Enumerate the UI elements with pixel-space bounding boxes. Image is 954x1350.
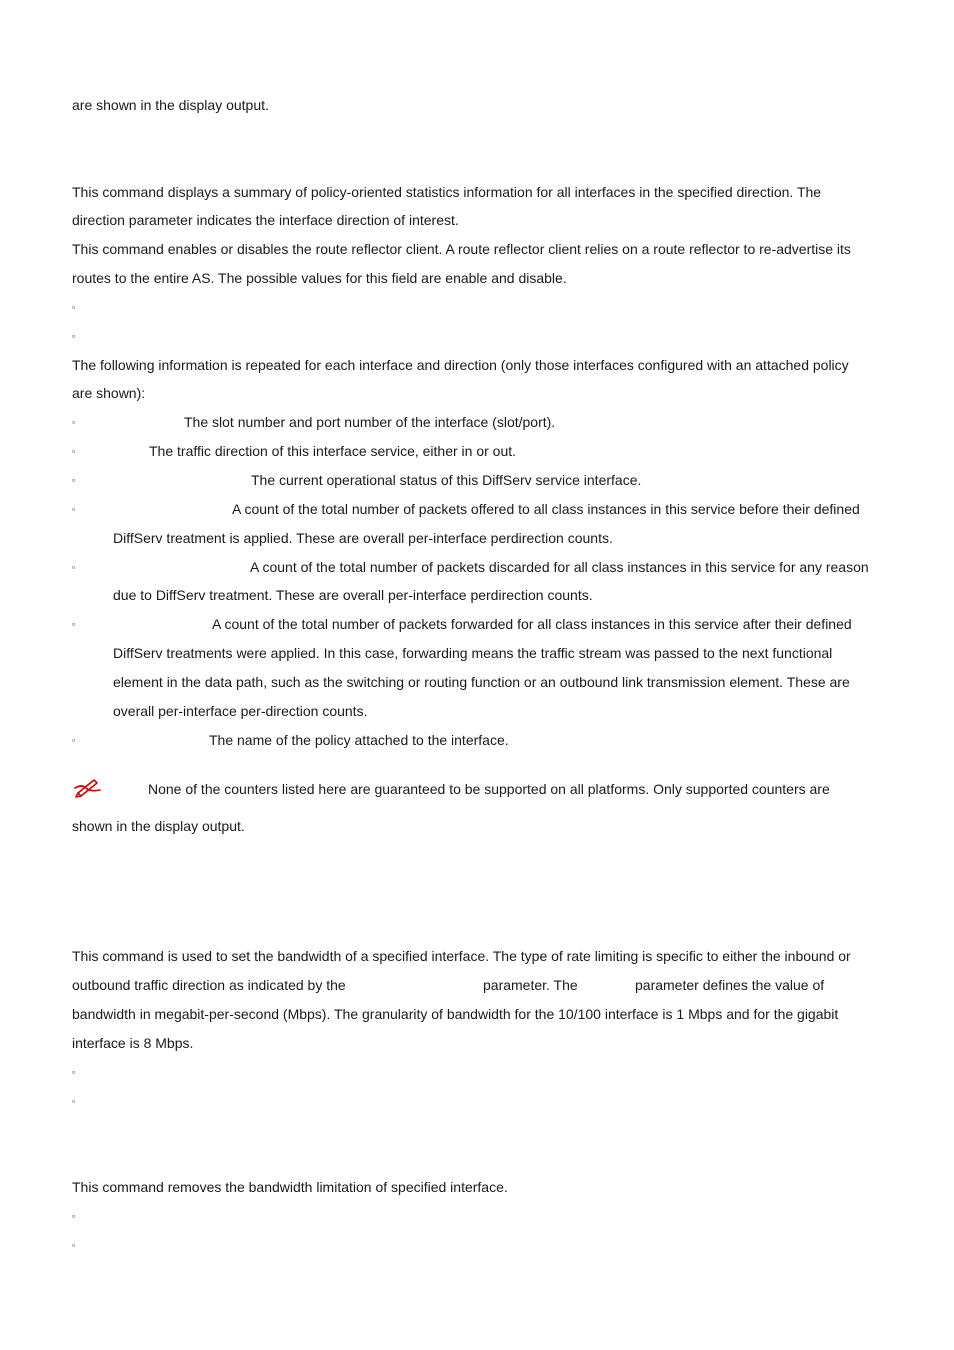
- fields-intro: The following information is repeated for each interface and direction (only those interfaces configured with an attached policy: [72, 357, 849, 373]
- summary-desc-line: This command enables or disables the route reflector client. A route reflector client relies on a route reflector to re-advertise its: [72, 241, 851, 257]
- no-bandwidth-desc-line: This command removes the bandwidth limitation of specified interface.: [72, 1179, 508, 1195]
- bandwidth-desc-line: outbound traffic direction as indicated by the: [72, 977, 346, 993]
- fields-intro: are shown):: [72, 385, 146, 401]
- field-sent-packets-desc: overall per-interface per-direction counts.: [113, 703, 368, 719]
- bandwidth-desc-line: bandwidth in megabit-per-second (Mbps). The granularity of bandwidth for the 10/100 interface is 1 Mbps and for the gigabit: [72, 1006, 839, 1022]
- field-discarded-packets-desc: A count of the total number of packets discarded for all class instances in this service for any reason: [250, 559, 869, 575]
- bullet-marker: ▫: [72, 302, 76, 312]
- field-sent-packets-desc: A count of the total number of packets forwarded for all class instances in this service after their defined: [212, 616, 852, 632]
- bullet-marker: ▫: [72, 1067, 76, 1077]
- bullet-marker: ▫: [72, 331, 76, 341]
- bullet-marker: ▫: [72, 1240, 76, 1250]
- field-offered-packets-desc: DiffServ treatment is applied. These are overall per-interface perdirection counts.: [113, 530, 613, 546]
- note-text: shown in the display output.: [72, 818, 245, 834]
- field-direction-desc: The traffic direction of this interface service, either in or out.: [149, 443, 517, 459]
- field-sent-packets-desc: DiffServ treatments were applied. In this case, forwarding means the traffic stream was passed to the next functional: [113, 645, 833, 661]
- summary-desc-line: This command displays a summary of policy-oriented statistics information for all interfaces in the specified direction. The: [72, 184, 822, 200]
- field-sent-packets-desc: element in the data path, such as the switching or routing function or an outbound link transmission element. These are: [113, 674, 850, 690]
- bandwidth-desc-line: interface is 8 Mbps.: [72, 1035, 194, 1051]
- summary-desc-line: direction parameter indicates the interface direction of interest.: [72, 212, 459, 228]
- bullet-marker: ▫: [72, 475, 76, 485]
- bullet-marker: ▫: [72, 504, 76, 514]
- field-discarded-packets-desc: due to DiffServ treatment. These are overall per-interface perdirection counts.: [113, 587, 593, 603]
- bandwidth-desc-line: This command is used to set the bandwidth of a specified interface. The type of rate limiting is specific to either the inbound or: [72, 948, 851, 964]
- bandwidth-desc-fragment: parameter. The: [483, 977, 578, 993]
- bullet-marker: ▫: [72, 1096, 76, 1106]
- paragraph-tail: are shown in the display output.: [72, 97, 269, 113]
- field-offered-packets-desc: A count of the total number of packets offered to all class instances in this service before their defined: [232, 501, 860, 517]
- pencil-note-icon: [72, 776, 106, 798]
- bullet-marker: ▫: [72, 619, 76, 629]
- bullet-marker: ▫: [72, 735, 76, 745]
- note-text: None of the counters listed here are guaranteed to be supported on all platforms. Only supported counters are: [148, 781, 830, 797]
- field-policy-name-desc: The name of the policy attached to the interface.: [209, 732, 509, 748]
- bullet-marker: ▫: [72, 562, 76, 572]
- bullet-marker: ▫: [72, 446, 76, 456]
- bullet-marker: ▫: [72, 417, 76, 427]
- field-interface-desc: The slot number and port number of the interface (slot/port).: [184, 414, 556, 430]
- bandwidth-desc-fragment: parameter defines the value of: [635, 977, 825, 993]
- field-oper-status-desc: The current operational status of this DiffServ service interface.: [251, 472, 642, 488]
- bullet-marker: ▫: [72, 1211, 76, 1221]
- summary-desc-line: routes to the entire AS. The possible values for this field are enable and disable.: [72, 270, 567, 286]
